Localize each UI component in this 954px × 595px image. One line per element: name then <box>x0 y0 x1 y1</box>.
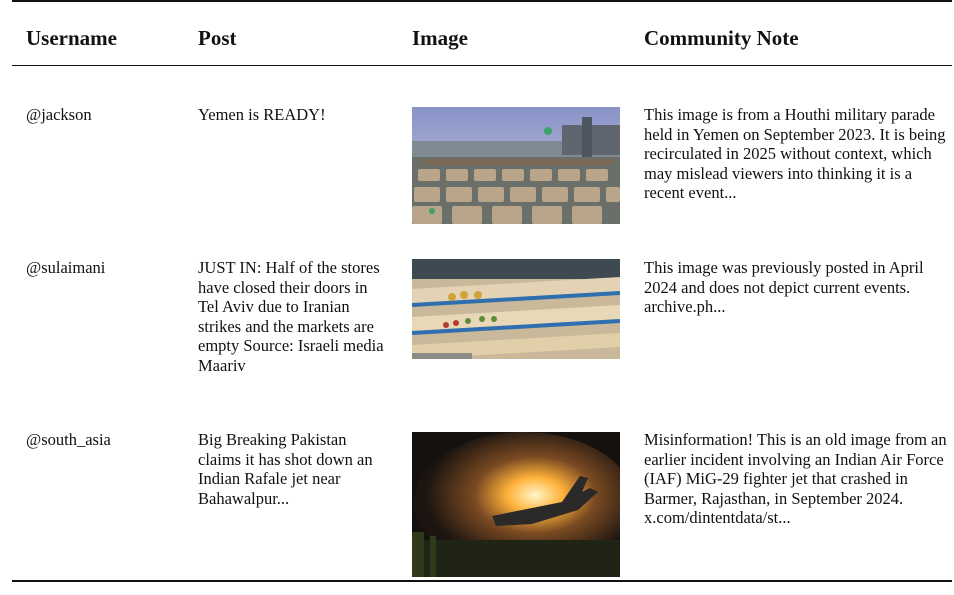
top-rule <box>12 0 952 2</box>
row-post-text: Big Breaking Pakistan claims it has shot down an Indian Rafale jet near Bahawalpur... <box>198 430 373 508</box>
row-post-text: Yemen is READY! <box>198 105 326 124</box>
header-community-note: Community Note <box>644 26 799 50</box>
row-post-text: JUST IN: Half of the stores have closed their doors in Tel Aviv due to Iranian strikes and the markets are empty Source: Israeli media Maariv <box>198 258 384 375</box>
row-community-note: This image was previously posted in April 2024 and does not depict current events. archive.ph... <box>644 258 924 316</box>
header-rule <box>12 65 952 66</box>
row-username: @sulaimani <box>26 258 106 277</box>
row-community-note: This image is from a Houthi military parade held in Yemen on September 2023. It is being recirculated in 2025 without context, which may mislead viewers into thinking it is a recent event... <box>644 105 946 202</box>
military-parade-photo <box>412 107 620 224</box>
header-image: Image <box>412 26 468 50</box>
row-username: @jackson <box>26 105 92 124</box>
empty-supermarket-shelves-photo <box>412 259 620 359</box>
header-username: Username <box>26 26 117 50</box>
row-username: @south_asia <box>26 430 111 449</box>
burning-jet-wreck-photo <box>412 432 620 577</box>
bottom-rule <box>12 580 952 582</box>
row-community-note: Misinformation! This is an old image from an earlier incident involving an Indian Air Force (IAF) MiG-29 fighter jet that crashed in Barmer, Rajasthan, in September 2024. x.com/dintentdata/st... <box>644 430 947 527</box>
header-post: Post <box>198 26 237 50</box>
